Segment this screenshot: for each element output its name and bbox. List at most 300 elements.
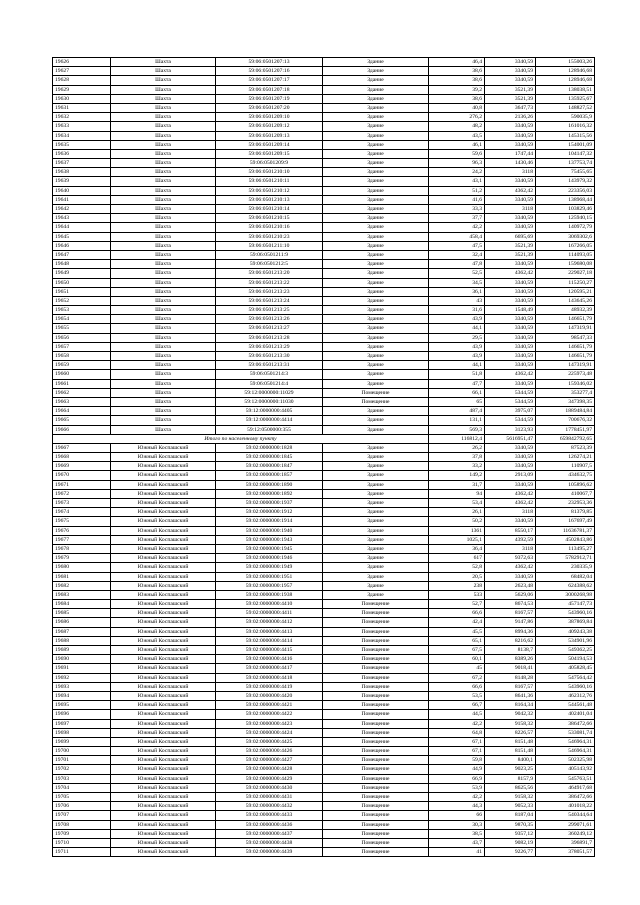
cadastral-value: 68482,04 <box>536 572 595 581</box>
specific-value: 9158,32 <box>485 793 536 802</box>
settlement-total-row <box>53 434 595 443</box>
settlement-name: Южный Коспашский <box>111 581 216 590</box>
table-row <box>53 296 595 305</box>
cadastral-value: 462312,76 <box>536 691 595 700</box>
row-number: 19673 <box>53 499 111 508</box>
row-number: 19702 <box>53 765 111 774</box>
row-number: 19693 <box>53 682 111 691</box>
cadastral-value: 533081,74 <box>536 728 595 737</box>
cadastral-value: 534901,96 <box>536 636 595 645</box>
table-row <box>53 361 595 370</box>
row-number: 19706 <box>53 802 111 811</box>
settlement-name: Южный Коспашский <box>111 820 216 829</box>
object-type: Здание <box>323 370 429 379</box>
settlement-name: Шахта <box>111 425 216 434</box>
cadastral-value: 140972,79 <box>536 223 595 232</box>
specific-value: 8400,1 <box>485 756 536 765</box>
settlement-name: Шахта <box>111 260 216 269</box>
specific-value: 3521,39 <box>485 241 536 250</box>
table-row <box>53 58 595 67</box>
object-type: Помещение <box>323 793 429 802</box>
table-row <box>53 416 595 425</box>
specific-value: 8389,26 <box>485 655 536 664</box>
area-value: 67,2 <box>429 673 485 682</box>
object-type: Здание <box>323 214 429 223</box>
area-value: 31,7 <box>429 480 485 489</box>
object-type: Здание <box>323 113 429 122</box>
row-number: 19710 <box>53 838 111 847</box>
specific-value: 9870,35 <box>485 820 536 829</box>
cadastral-value: 155003,26 <box>536 58 595 67</box>
row-number: 19684 <box>53 600 111 609</box>
row-number: 19700 <box>53 747 111 756</box>
area-value: 51,2 <box>429 186 485 195</box>
settlement-name: Южный Коспашский <box>111 838 216 847</box>
area-value: 44,5 <box>429 710 485 719</box>
settlement-name: Южный Коспашский <box>111 848 216 857</box>
settlement-name: Шахта <box>111 85 216 94</box>
area-value: 43,5 <box>429 131 485 140</box>
cadastral-value: 360249,12 <box>536 829 595 838</box>
area-value: 26,1 <box>429 508 485 517</box>
cadastral-number: 59:02:0000000:4430 <box>216 783 323 792</box>
specific-value: 3521,39 <box>485 85 536 94</box>
row-number: 19638 <box>53 168 111 177</box>
object-type: Помещение <box>323 636 429 645</box>
object-type: Здание <box>323 535 429 544</box>
specific-value: 9052,33 <box>485 802 536 811</box>
settlement-name: Южный Коспашский <box>111 480 216 489</box>
specific-value: 9357,12 <box>485 829 536 838</box>
cadastral-number: 59:06:0501210:10 <box>216 168 323 177</box>
object-type: Здание <box>323 453 429 462</box>
settlement-name: Южный Коспашский <box>111 829 216 838</box>
cadastral-value: 145315,56 <box>536 131 595 140</box>
cadastral-number: 59:02:0000000:4416 <box>216 655 323 664</box>
specific-value: 4362,42 <box>485 186 536 195</box>
row-number: 19708 <box>53 820 111 829</box>
specific-value: 3340,59 <box>485 443 536 452</box>
cadastral-value: 409243,38 <box>536 627 595 636</box>
object-type: Здание <box>323 122 429 131</box>
row-number: 19642 <box>53 205 111 214</box>
cadastral-number: 59:02:0000000:4413 <box>216 627 323 636</box>
row-number: 19677 <box>53 535 111 544</box>
table-row <box>53 609 595 618</box>
cadastral-value: 402401,04 <box>536 710 595 719</box>
cadastral-value: 378051,57 <box>536 848 595 857</box>
table-row <box>53 205 595 214</box>
cadastral-value: 223356,03 <box>536 186 595 195</box>
settlement-name: Шахта <box>111 113 216 122</box>
specific-value: 3340,59 <box>485 333 536 342</box>
cadastral-number: 59:02:0000000:1940 <box>216 526 323 535</box>
row-number: 19678 <box>53 544 111 553</box>
row-number: 19703 <box>53 774 111 783</box>
table-row <box>53 848 595 857</box>
row-number: 19658 <box>53 352 111 361</box>
table-body <box>53 58 595 857</box>
cadastral-value: 167697,49 <box>536 517 595 526</box>
object-type: Здание <box>323 168 429 177</box>
table-row <box>53 655 595 664</box>
settlement-name: Южный Коспашский <box>111 701 216 710</box>
table-row <box>53 627 595 636</box>
cadastral-number: 59:02:0000000:1847 <box>216 462 323 471</box>
cadastral-number: 59:02:0000000:4426 <box>216 747 323 756</box>
settlement-name: Шахта <box>111 333 216 342</box>
area-value: 65 <box>429 397 485 406</box>
object-type: Помещение <box>323 756 429 765</box>
cadastral-value: 546964,31 <box>536 747 595 756</box>
specific-value: 3340,59 <box>485 214 536 223</box>
object-type: Здание <box>323 526 429 535</box>
specific-value: 8151,48 <box>485 737 536 746</box>
specific-value: 8226,57 <box>485 728 536 737</box>
cadastral-value: 590035,9 <box>536 113 595 122</box>
row-number: 19695 <box>53 701 111 710</box>
cadastral-number: 59:06:0501213:31 <box>216 361 323 370</box>
cadastral-number: 59:02:0000000:4425 <box>216 737 323 746</box>
settlement-name: Шахта <box>111 159 216 168</box>
cadastral-value: 353277,4 <box>536 388 595 397</box>
area-value: 53,5 <box>429 691 485 700</box>
specific-value: 8151,48 <box>485 747 536 756</box>
specific-value: 3118 <box>485 168 536 177</box>
area-value: 42,2 <box>429 223 485 232</box>
cadastral-number: 59:06:0501207:18 <box>216 85 323 94</box>
area-value: 458,4 <box>429 232 485 241</box>
cadastral-value: 11636781,37 <box>536 526 595 535</box>
settlement-name: Шахта <box>111 131 216 140</box>
cadastral-value: 147319,91 <box>536 324 595 333</box>
row-number: 19670 <box>53 471 111 480</box>
object-type: Помещение <box>323 728 429 737</box>
specific-value: 3340,59 <box>485 315 536 324</box>
object-type: Помещение <box>323 848 429 857</box>
object-type: Здание <box>323 544 429 553</box>
row-number: 19688 <box>53 636 111 645</box>
row-number: 19674 <box>53 508 111 517</box>
cadastral-value: 148827,52 <box>536 103 595 112</box>
object-type: Здание <box>323 407 429 416</box>
table-row <box>53 517 595 526</box>
area-value: 34,5 <box>429 278 485 287</box>
cadastral-value: 98547,33 <box>536 333 595 342</box>
settlement-name: Южный Коспашский <box>111 462 216 471</box>
cadastral-value: 230335,9 <box>536 563 595 572</box>
table-row <box>53 342 595 351</box>
specific-value: 8550,17 <box>485 526 536 535</box>
object-type: Помещение <box>323 765 429 774</box>
row-number: 19696 <box>53 710 111 719</box>
specific-value: 8641,36 <box>485 691 536 700</box>
cadastral-value: 5782912,71 <box>536 554 595 563</box>
settlement-name: Шахта <box>111 195 216 204</box>
settlement-name: Южный Коспашский <box>111 554 216 563</box>
specific-value: 1548,49 <box>485 306 536 315</box>
area-value: 45,5 <box>429 627 485 636</box>
table-row <box>53 140 595 149</box>
table-row <box>53 673 595 682</box>
specific-value: 4362,42 <box>485 563 536 572</box>
row-number: 19705 <box>53 793 111 802</box>
cadastral-value: 624388,62 <box>536 581 595 590</box>
settlement-name: Шахта <box>111 342 216 351</box>
area-value: 47,7 <box>429 379 485 388</box>
cadastral-number: 59:02:0000000:4419 <box>216 682 323 691</box>
row-number: 19660 <box>53 370 111 379</box>
object-type: Помещение <box>323 811 429 820</box>
cadastral-value: 87523,39 <box>536 443 595 452</box>
area-value: 42,2 <box>429 719 485 728</box>
settlement-name: Шахта <box>111 352 216 361</box>
area-value: 47,8 <box>429 260 485 269</box>
cadastral-number: 59:06:0501213:28 <box>216 333 323 342</box>
cadastral-value-table <box>52 57 595 857</box>
cadastral-number: 59:06:0501213:24 <box>216 296 323 305</box>
cadastral-number: 59:02:0000000:1945 <box>216 544 323 553</box>
table-row <box>53 241 595 250</box>
cadastral-value: 103829,46 <box>536 205 595 214</box>
cadastral-number: 59:06:0501210:15 <box>216 214 323 223</box>
cadastral-value: 405143,92 <box>536 765 595 774</box>
row-number: 19648 <box>53 260 111 269</box>
cadastral-number: 59:06:0501211:10 <box>216 241 323 250</box>
specific-value: 3340,59 <box>485 278 536 287</box>
cadastral-value: 232953,36 <box>536 499 595 508</box>
table-row <box>53 508 595 517</box>
row-number: 19635 <box>53 140 111 149</box>
cadastral-value: 543960,16 <box>536 682 595 691</box>
table-row <box>53 701 595 710</box>
area-value: 31,6 <box>429 306 485 315</box>
specific-value: 3340,59 <box>485 572 536 581</box>
settlement-name: Шахта <box>111 76 216 85</box>
table-row <box>53 186 595 195</box>
row-number: 19694 <box>53 691 111 700</box>
table-row <box>53 480 595 489</box>
cadastral-value: 387869,84 <box>536 618 595 627</box>
cadastral-number: 59:06:0501209:13 <box>216 131 323 140</box>
row-number: 19640 <box>53 186 111 195</box>
area-value: 30,3 <box>429 820 485 829</box>
settlement-name: Шахта <box>111 278 216 287</box>
row-number: 19687 <box>53 627 111 636</box>
cadastral-value: 137753,74 <box>536 159 595 168</box>
table-row <box>53 691 595 700</box>
area-value: 1361 <box>429 526 485 535</box>
object-type: Здание <box>323 67 429 76</box>
specific-value: 8187,04 <box>485 811 536 820</box>
object-type: Здание <box>323 260 429 269</box>
area-value: 37,7 <box>429 214 485 223</box>
specific-value: 8216,62 <box>485 636 536 645</box>
table-row <box>53 407 595 416</box>
area-value: 52,8 <box>429 563 485 572</box>
cadastral-number: 59:02:0000000:4436 <box>216 820 323 829</box>
table-row <box>53 793 595 802</box>
object-type: Здание <box>323 361 429 370</box>
settlement-name: Южный Коспашский <box>111 517 216 526</box>
cadastral-number: 59:02:0000000:4438 <box>216 838 323 847</box>
row-number: 19692 <box>53 673 111 682</box>
row-number: 19643 <box>53 214 111 223</box>
settlement-name: Южный Коспашский <box>111 691 216 700</box>
area-value: 52,7 <box>429 600 485 609</box>
settlement-name: Южный Коспашский <box>111 756 216 765</box>
settlement-name: Шахта <box>111 241 216 250</box>
cadastral-number: 59:02:0000000:1912 <box>216 508 323 517</box>
specific-value: 3340,59 <box>485 131 536 140</box>
row-number: 19654 <box>53 315 111 324</box>
row-number: 19690 <box>53 655 111 664</box>
cadastral-value: 544561,48 <box>536 701 595 710</box>
specific-value: 9226,77 <box>485 848 536 857</box>
settlement-name: Шахта <box>111 103 216 112</box>
table-row <box>53 370 595 379</box>
table-row <box>53 67 595 76</box>
cadastral-number: 59:12:0000000:4414 <box>216 416 323 425</box>
cadastral-value: 464917,68 <box>536 783 595 792</box>
area-value: 66,6 <box>429 682 485 691</box>
area-value: 47,5 <box>429 241 485 250</box>
cadastral-value: 147319,91 <box>536 361 595 370</box>
cadastral-number: 59:02:0000000:4421 <box>216 701 323 710</box>
object-type: Помещение <box>323 719 429 728</box>
cadastral-number: 59:02:0000000:1892 <box>216 489 323 498</box>
cadastral-value: 143979,32 <box>536 177 595 186</box>
cadastral-value: 229027,18 <box>536 269 595 278</box>
row-number: 19669 <box>53 462 111 471</box>
specific-value: 5629,06 <box>485 590 536 599</box>
table-row <box>53 352 595 361</box>
settlement-name: Шахта <box>111 296 216 305</box>
row-number: 19683 <box>53 590 111 599</box>
object-type: Помещение <box>323 618 429 627</box>
table-row <box>53 103 595 112</box>
settlement-name: Южный Коспашский <box>111 535 216 544</box>
table-row <box>53 765 595 774</box>
row-number: 19680 <box>53 563 111 572</box>
specific-value: 8994,36 <box>485 627 536 636</box>
row-number: 19679 <box>53 554 111 563</box>
settlement-name: Шахта <box>111 287 216 296</box>
area-value: 40,8 <box>429 103 485 112</box>
cadastral-value: 386472,66 <box>536 793 595 802</box>
row-number: 19662 <box>53 388 111 397</box>
object-type: Помещение <box>323 388 429 397</box>
specific-value: 3340,59 <box>485 480 536 489</box>
cadastral-value: 540344,64 <box>536 811 595 820</box>
specific-value: 8625,56 <box>485 783 536 792</box>
object-type: Помещение <box>323 774 429 783</box>
cadastral-number: 59:06:0501209:9 <box>216 159 323 168</box>
table-row <box>53 618 595 627</box>
row-number: 19664 <box>53 407 111 416</box>
cadastral-number: 59:06:0501210:23 <box>216 232 323 241</box>
area-value: 65,1 <box>429 636 485 645</box>
settlement-name: Шахта <box>111 140 216 149</box>
object-type: Здание <box>323 379 429 388</box>
area-value: 42,4 <box>429 618 485 627</box>
object-type: Здание <box>323 76 429 85</box>
cadastral-number: 59:06:0501212:5 <box>216 260 323 269</box>
cadastral-value: 167266,05 <box>536 241 595 250</box>
area-value: 39,2 <box>429 85 485 94</box>
cadastral-value: 299071,61 <box>536 820 595 829</box>
cadastral-value: 1778451,97 <box>536 425 595 434</box>
area-value: 487,4 <box>429 407 485 416</box>
specific-value: 3340,59 <box>485 122 536 131</box>
cadastral-number: 59:06:0501213:20 <box>216 269 323 278</box>
cadastral-value: 159346,02 <box>536 379 595 388</box>
area-value: 66 <box>429 811 485 820</box>
object-type: Здание <box>323 462 429 471</box>
area-value: 149,2 <box>429 471 485 480</box>
specific-value: 3340,59 <box>485 517 536 526</box>
row-number: 19681 <box>53 572 111 581</box>
settlement-name: Южный Коспашский <box>111 590 216 599</box>
row-number: 19634 <box>53 131 111 140</box>
cadastral-value: 161016,32 <box>536 122 595 131</box>
table-row <box>53 664 595 673</box>
area-value: 52,5 <box>429 269 485 278</box>
cadastral-number: 59:02:0000000:1957 <box>216 581 323 590</box>
specific-value: 2913,09 <box>485 471 536 480</box>
area-value: 38,6 <box>429 76 485 85</box>
table-row <box>53 425 595 434</box>
settlement-name: Южный Коспашский <box>111 489 216 498</box>
cadastral-value: 549362,25 <box>536 646 595 655</box>
specific-value: 8674,53 <box>485 600 536 609</box>
area-value: 569,3 <box>429 425 485 434</box>
area-value: 66,9 <box>429 774 485 783</box>
table-row <box>53 388 595 397</box>
area-value: 48,2 <box>429 122 485 131</box>
object-type: Здание <box>323 324 429 333</box>
specific-value: 3340,59 <box>485 58 536 67</box>
specific-value: 9042,32 <box>485 710 536 719</box>
area-value: 533 <box>429 590 485 599</box>
cadastral-number: 59:02:0000000:1845 <box>216 453 323 462</box>
settlement-name: Южный Коспашский <box>111 664 216 673</box>
row-number: 19657 <box>53 342 111 351</box>
settlement-name: Шахта <box>111 407 216 416</box>
cadastral-number: 59:02:0000000:4420 <box>216 691 323 700</box>
area-value: 238 <box>429 581 485 590</box>
object-type: Здание <box>323 177 429 186</box>
area-value: 43,9 <box>429 315 485 324</box>
cadastral-number: 59:02:0000000:1890 <box>216 480 323 489</box>
cadastral-value: 138038,51 <box>536 85 595 94</box>
table-row <box>53 232 595 241</box>
object-type: Здание <box>323 296 429 305</box>
object-type: Помещение <box>323 609 429 618</box>
cadastral-value: 146651,79 <box>536 352 595 361</box>
row-number: 19661 <box>53 379 111 388</box>
object-type: Здание <box>323 269 429 278</box>
area-value: 38,6 <box>429 94 485 103</box>
object-type: Здание <box>323 278 429 287</box>
cadastral-value: 120595,21 <box>536 287 595 296</box>
object-type: Здание <box>323 554 429 563</box>
settlement-name: Южный Коспашский <box>111 618 216 627</box>
cadastral-value: 75455,65 <box>536 168 595 177</box>
row-number: 19641 <box>53 195 111 204</box>
object-type: Здание <box>323 159 429 168</box>
area-value: 32,4 <box>429 250 485 259</box>
